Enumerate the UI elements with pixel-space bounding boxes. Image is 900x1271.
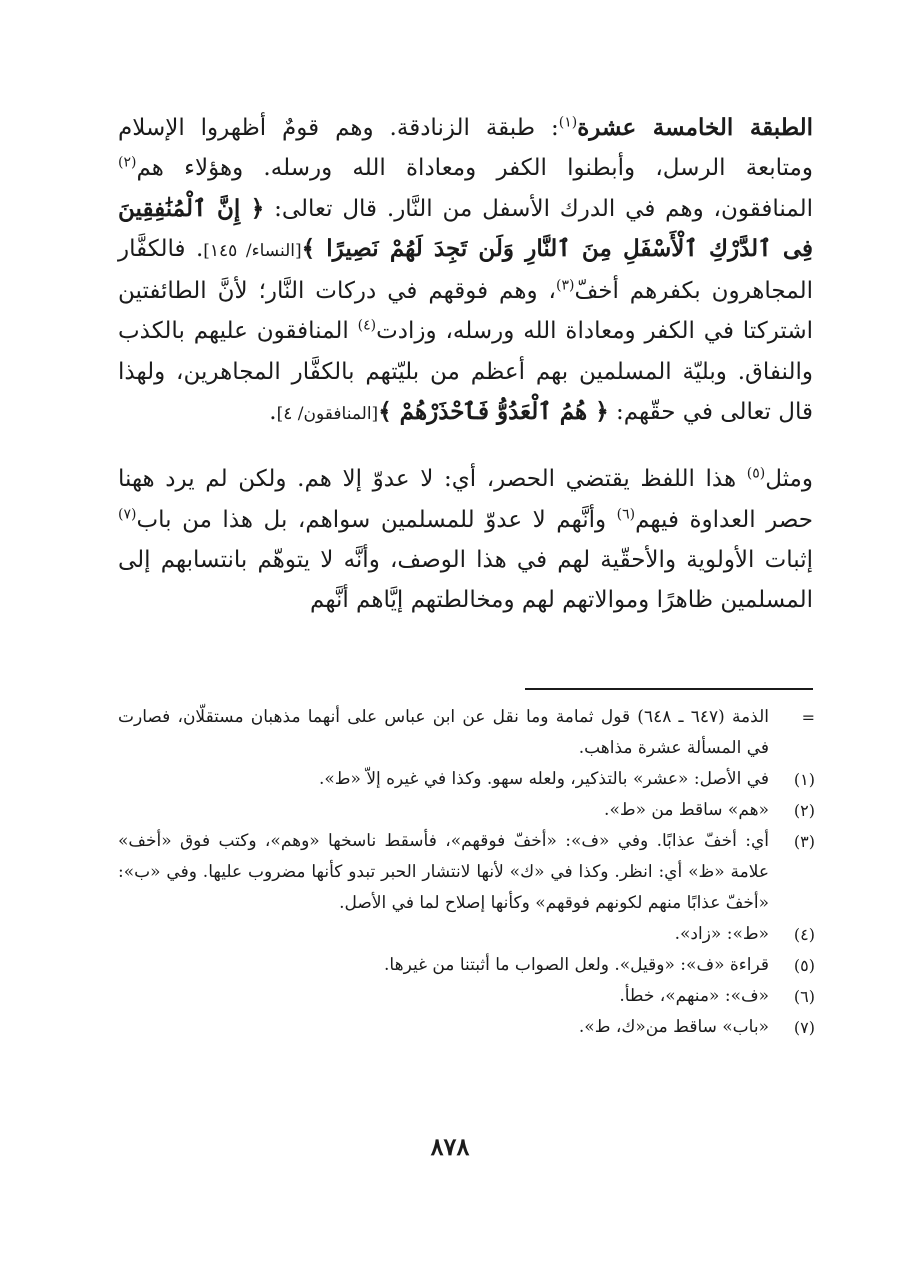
paragraph-1-text-d: ، وهم فوقهم في دركات النَّار؛ لأنَّ الطائفتين اشتركتا في الكفر ومعاداة الله ورسله، وزادت: [118, 278, 813, 345]
footnote-number: (٦): [793, 987, 815, 1006]
footnote-number: (٧): [793, 1018, 815, 1037]
paragraph-2-text-d: إثبات الأولوية والأحقّية لهم في هذا الوصف، وأنَّه لا يتوهّم بانتسابهم إلى المسلمين ظاهرًا وموالاتهم لهم ومخالطتهم إيَّاهم أنَّهم: [118, 546, 813, 614]
paragraph-1-text-b: المنافقون، وهم في الدرك الأسفل من النَّار. قال تعالى:: [264, 195, 813, 222]
footnote-separator: [525, 688, 813, 690]
footnote-2: [118, 795, 815, 826]
paragraph-1: [118, 108, 813, 434]
verse-reference-1: [النساء/ ١٤٥]: [203, 240, 302, 261]
footnote-text: «باب» ساقط من«ك، ط».: [578, 1017, 769, 1037]
footnote-ref-5: (٥): [746, 465, 766, 482]
footnote-ref-7: (٧): [118, 506, 137, 523]
paragraph-1-text-e: المنافقون عليهم بالكذب والنفاق. وبليّة المسلمين بهم أعظم من بليّتهم بالكفَّار المجاهرين، ولهذا قال تعالى في حقّهم:: [118, 318, 813, 426]
footnote-text: قراءة «ف»: «وقيل». ولعل الصواب ما أثبتنا من غيرها.: [384, 955, 769, 975]
footnote-text: أي: أخفّ عذابًا. وفي «ف»: «أخفّ فوقهم»، فأسقط ناسخها «وهم»، وكتب فوق «أخف» علامة «ظ» أي: انظر. وكذا في «ك» لأنها لانتشار الحبر تبدو كأنها مضروب عليها. وفي «ب»: «أخفّ عذابًا منهم لكونهم فوقهم» وكأنها إصلاح لما في الأصل.: [118, 831, 769, 913]
section-heading: الطبقة الخامسة عشرة: [577, 114, 814, 141]
footnote-number: (٤): [793, 925, 815, 944]
footnote-ref-2: (٢): [118, 154, 137, 171]
footnote-number: (٥): [793, 956, 815, 975]
quran-verse-1: ﴿ إِنَّ ٱلْمُنَٰفِقِينَ فِى ٱلدَّرْكِ ٱلْأَسْفَلِ مِنَ ٱلنَّارِ وَلَن تَجِدَ لَهُمْ نَصِيرًا ﴾: [118, 194, 814, 262]
footnote-ref-1: (١): [558, 114, 578, 131]
paragraph-1-text-a: : طبقة الزنادقة. وهم قومٌ أظهروا الإسلام ومتابعة الرسل، وأبطنوا الكفر ومعاداة الله ورسله. وهؤلاء هم: [118, 115, 813, 182]
footnote-ref-4: (٤): [357, 317, 377, 334]
paragraph-2-text-c: وأنَّهم لا عدوّ للمسلمين سواهم، بل هذا من باب: [136, 506, 617, 533]
footnote-4: [118, 919, 815, 950]
footnote-number: (٢): [793, 801, 815, 820]
paragraph-2: [118, 459, 813, 620]
footnote-1: [118, 764, 815, 795]
verse-reference-2: [المنافقون/ ٤]: [276, 404, 379, 425]
footnote-text: الذمة (٦٤٧ ـ ٦٤٨) قول ثمامة وما نقل عن ابن عباس على أنهما مذهبان مستقلّان، فصارت في المسألة عشرة مذاهب.: [118, 707, 769, 758]
paragraph-1-text-f: .: [269, 399, 277, 426]
footnote-ref-3: (٣): [555, 277, 575, 294]
footnote-text: «هم» ساقط من «ط».: [604, 800, 769, 820]
quran-verse-2: ﴿ هُمُ ٱلْعَدُوُّ فَٱحْذَرْهُمْ ﴾: [378, 398, 609, 426]
footnote-ref-6: (٦): [616, 506, 636, 523]
page-number: ٨٧٨: [430, 1132, 470, 1161]
footnote-number: (١): [793, 770, 815, 789]
paragraph-2-text-a: ومثل: [765, 466, 813, 493]
footnote-continuation: [118, 702, 815, 764]
footnote-6: [118, 981, 815, 1012]
footnote-7: [118, 1012, 815, 1043]
footnotes: [118, 702, 815, 1043]
paragraph-2-text-b: هذا اللفظ يقتضي الحصر، أي: لا عدوّ إلا هم. ولكن لم يرد ههنا حصر العداوة فيهم: [118, 466, 813, 533]
main-text: [118, 108, 813, 621]
paragraph-1-text-c: . فالكفَّار المجاهرون بكفرهم أخفّ: [118, 235, 813, 305]
footnote-text: في الأصل: «عشر» بالتذكير، ولعله سهو. وكذا في غيره إلاّ «ط».: [318, 769, 769, 789]
footnote-number: (٣): [793, 832, 815, 851]
footnote-number: =: [801, 708, 815, 727]
footnote-5: [118, 950, 815, 981]
footnote-text: «ف»: «منهم»، خطأ.: [619, 986, 769, 1006]
footnote-text: «ط»: «زاد».: [674, 924, 769, 944]
footnote-3: [118, 826, 815, 919]
